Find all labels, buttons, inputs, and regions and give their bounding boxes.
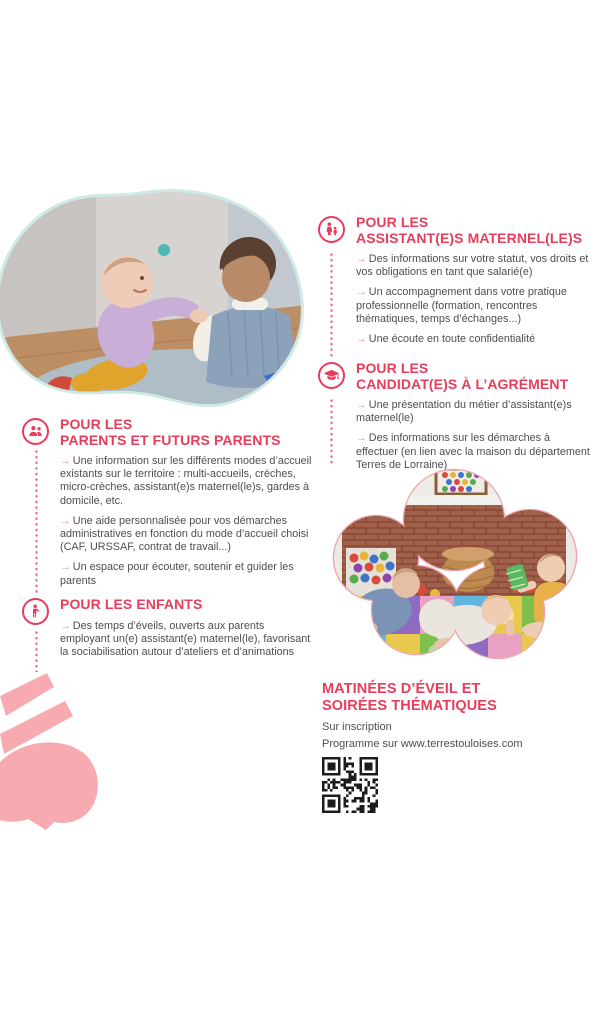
section-title: [60, 597, 312, 613]
section-title-line1: POUR LES: [356, 214, 429, 230]
section-title: [356, 215, 594, 246]
section-candidats-agrement: [318, 361, 594, 472]
section-title: [356, 361, 594, 392]
bullet-item: [356, 333, 594, 346]
bullet-text: Un espace pour écouter, soutenir et guider les parents: [60, 561, 294, 587]
bullet-item: [356, 432, 594, 472]
qr-code: [322, 757, 378, 813]
section-title-line2: ASSISTANT(E)S MATERNEL(LE)S: [356, 229, 583, 246]
bullet-text: Un accompagnement dans votre pratique professionnelle (formation, rencontres thématiques, temps d’échanges...): [356, 286, 567, 325]
events-programme-url: Programme sur www.terrestouloises.com: [322, 737, 523, 750]
section-title-line2: PARENTS ET FUTURS PARENTS: [60, 431, 281, 448]
arrow-icon: →: [60, 619, 71, 632]
section-enfants: [22, 597, 312, 659]
section-title-line1: POUR LES ENFANTS: [60, 596, 203, 612]
photo-playroom-cloud: [318, 468, 590, 672]
photo-babies-blob: [0, 186, 318, 410]
bullet-item: [356, 286, 594, 326]
arrow-icon: →: [356, 432, 367, 445]
arrow-icon: →: [356, 253, 367, 265]
arrow-icon: →: [60, 455, 71, 467]
bullet-text: Une présentation du métier d’assistant(e)s maternel(le): [356, 399, 572, 425]
arrow-icon: →: [60, 514, 71, 527]
bullet-text: Des informations sur les démarches à effectuer (en lien avec la maison du département Terres de Lorraine): [356, 432, 590, 471]
section-title: [60, 417, 312, 448]
parents-icon: [22, 418, 49, 445]
parent-child-icon: [318, 216, 345, 243]
graduation-cap-icon: [318, 362, 345, 389]
child-icon: [22, 598, 49, 625]
events-note: Sur inscription: [322, 721, 392, 733]
section-assistants-maternels: [318, 215, 594, 346]
bullet-item: [60, 515, 312, 555]
bullet-item: [60, 620, 312, 660]
bullet-item: [356, 399, 594, 425]
bullet-text: Des informations sur votre statut, vos droits et vos obligations en tant que salarié(e): [356, 253, 589, 279]
events-block: [322, 681, 594, 813]
arrow-icon: →: [60, 561, 71, 574]
bullet-item: [356, 253, 594, 279]
arrow-icon: →: [356, 333, 367, 346]
bullet-text: Une aide personnalisée pour vos démarches administratives en fonction du mode d’accueil choisi (CAF, URSSAF, contrat de travail...): [60, 514, 309, 554]
bullet-item: [60, 455, 312, 508]
bullet-text: Des temps d’éveils, ouverts aux parents employant un(e) assistant(e) maternel(le), favorisant la sociabilisation autour d’ateliers et d’animations: [60, 619, 311, 658]
events-title-line1: MATINÉES D’ÉVEIL ET: [322, 681, 481, 697]
section-title-line2: CANDIDAT(E)S À L’AGRÉMENT: [356, 375, 569, 392]
arrow-icon: →: [356, 399, 367, 411]
pink-scribble-decoration: [0, 670, 120, 830]
arrow-icon: →: [356, 286, 367, 299]
events-title-line2: SOIRÉES THÉMATIQUES: [322, 698, 497, 714]
bullet-item: [60, 561, 312, 587]
section-parents: [22, 417, 312, 588]
events-title: [322, 681, 594, 715]
bullet-text: Une écoute en toute confidentialité: [368, 333, 536, 346]
bullet-text: Une information sur les différents modes d’accueil existants sur le territoire : multi-accueils, crèches, micro-crèches, assistant(e)s maternel(le)s, gardes à domicile, etc.: [60, 455, 312, 507]
section-title-line1: POUR LES: [356, 360, 429, 376]
section-title-line1: POUR LES: [60, 416, 133, 432]
